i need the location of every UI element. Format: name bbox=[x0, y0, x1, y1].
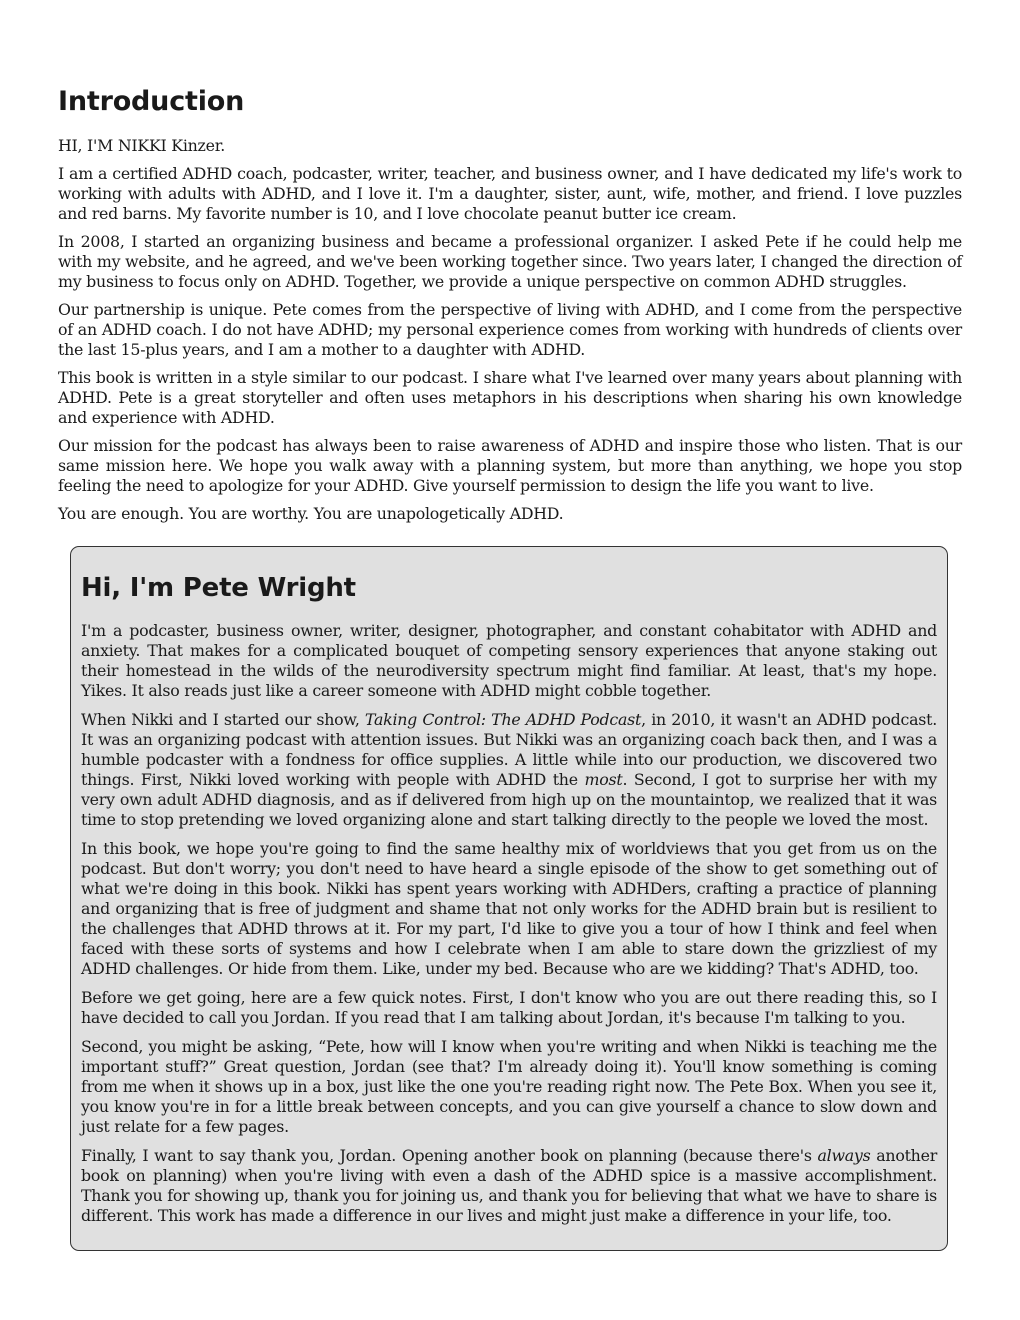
pete-box-paragraph bbox=[81, 1146, 937, 1226]
page-title: Introduction bbox=[58, 86, 245, 117]
paragraph-text: When Nikki and I started our show, bbox=[81, 710, 365, 729]
intro-paragraph: I am a certified ADHD coach, podcaster, writer, teacher, and business owner, and I have dedicated my life's work to working with adults with ADHD, and I love it. I'm a daughter, sister, aunt, wife, mother, and friend. I love puzzles and red barns. My favorite number is 10, and I love chocolate peanut butter ice cream. bbox=[58, 164, 962, 223]
pete-box-title: Hi, I'm Pete Wright bbox=[81, 573, 356, 603]
intro-paragraph: Our partnership is unique. Pete comes from the perspective of living with ADHD, and I come from the perspective of an ADHD coach. I do not have ADHD; my personal experience comes from working with hundreds of clients over the last 15-plus years, and I am a mother to a daughter with ADHD. bbox=[58, 300, 962, 359]
introduction-section bbox=[58, 84, 962, 532]
paragraph-text: Finally, I want to say thank you, Jordan. Opening another book on planning (because there's bbox=[81, 1146, 818, 1165]
pete-box bbox=[70, 546, 948, 1251]
intro-paragraph: This book is written in a style similar to our podcast. I share what I've learned over many years about planning with ADHD. Pete is a great storyteller and often uses metaphors in his descriptions when sharing his own knowledge and experience with ADHD. bbox=[58, 368, 962, 427]
pete-box-paragraph bbox=[81, 710, 937, 830]
pete-box-paragraph: Before we get going, here are a few quick notes. First, I don't know who you are out there reading this, so I have decided to call you Jordan. If you read that I am talking about Jordan, it's because I'm talking to you. bbox=[81, 988, 937, 1027]
intro-paragraph: Our mission for the podcast has always been to raise awareness of ADHD and inspire those who listen. That is our same mission here. We hope you walk away with a planning system, but more than anything, we hope you stop feeling the need to apologize for your ADHD. Give yourself permission to design the life you want to live. bbox=[58, 436, 962, 495]
pete-box-paragraph: I'm a podcaster, business owner, writer, designer, photographer, and constant cohabitator with ADHD and anxiety. That makes for a complicated bouquet of competing sensory experiences that anyone staking out their homestead in the wilds of the neurodiversity spectrum might find familiar. At least, that's my hope. Yikes. It also reads just like a career someone with ADHD might cobble together. bbox=[81, 621, 937, 700]
intro-paragraph: You are enough. You are worthy. You are unapologetically ADHD. bbox=[58, 504, 564, 523]
paragraph-text: , in 2010, it wasn't an ADHD podcast. It was an organizing podcast with attention issues. But Nikki was an organizing coach back then, and I was a humble podcaster with a fondness for office supplies. A little while into our production, we discovered two things. First, Nikki loved working with people with ADHD the bbox=[81, 710, 938, 789]
intro-paragraph: HI, I'M NIKKI Kinzer. bbox=[58, 136, 226, 155]
intro-paragraph: In 2008, I started an organizing business and became a professional organizer. I asked Pete if he could help me with my website, and he agreed, and we've been working together since. Two years later, I changed the direction of my business to focus only on ADHD. Together, we provide a unique perspective on common ADHD struggles. bbox=[58, 232, 962, 291]
pete-box-paragraph: In this book, we hope you're going to find the same healthy mix of worldviews that you get from us on the podcast. But don't worry; you don't need to have heard a single episode of the show to get something out of what we're doing in this book. Nikki has spent years working with ADHDers, crafting a practice of planning and organizing that is free of judgment and shame that not only works for the ADHD brain but is resilient to the challenges that ADHD throws at it. For my part, I'd like to give you a tour of how I think and feel when faced with these sorts of systems and how I celebrate when I am able to stare down the grizzliest of my ADHD challenges. Or hide from them. Like, under my bed. Because who are we kidding? That's ADHD, too. bbox=[81, 839, 937, 978]
paragraph-text: another book on planning) when you're living with even a dash of the ADHD spice is a massive accomplishment. Thank you for showing up, thank you for joining us, and thank you for believing that what we have to share is different. This work has made a difference in our lives and might just make a difference in your life, too. bbox=[81, 1146, 938, 1225]
emphasis-italic: always bbox=[817, 1146, 871, 1165]
emphasis-italic: most bbox=[584, 770, 623, 789]
podcast-title-italic: Taking Control: The ADHD Podcast bbox=[364, 710, 642, 729]
paragraph-text: . Second, I got to surprise her with my very own adult ADHD diagnosis, and as if delivered from high up on the mountaintop, we realized that it was time to stop pretending we loved organizing alone and start talking directly to the people we loved the most. bbox=[81, 770, 937, 829]
pete-box-paragraph: Second, you might be asking, “Pete, how will I know when you're writing and when Nikki is teaching me the important stuff?” Great question, Jordan (see that? I'm already doing it). You'll know something is coming from me when it shows up in a box, just like the one you're reading right now. The Pete Box. When you see it, you know you're in for a little break between concepts, and you can give yourself a chance to slow down and just relate for a few pages. bbox=[81, 1037, 937, 1136]
